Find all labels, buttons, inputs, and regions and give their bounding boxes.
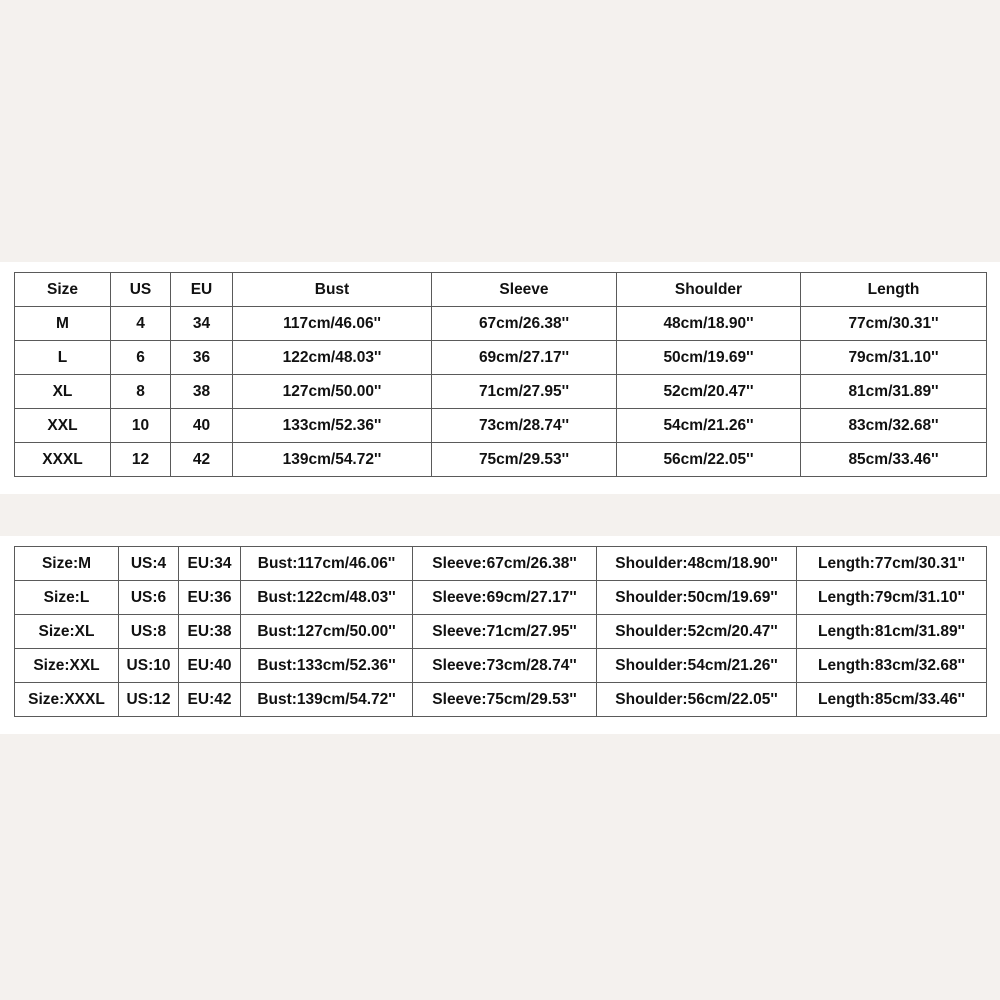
cell-bust: 127cm/50.00'' — [233, 375, 432, 409]
cell-us: US:10 — [119, 649, 179, 683]
table-row — [15, 307, 987, 341]
cell-shoulder: 54cm/21.26'' — [617, 409, 801, 443]
cell-length: 81cm/31.89'' — [801, 375, 987, 409]
table-row — [15, 341, 987, 375]
cell-shoulder: Shoulder:52cm/20.47'' — [597, 615, 797, 649]
header-size: Size — [15, 273, 111, 307]
cell-sleeve: Sleeve:73cm/28.74'' — [413, 649, 597, 683]
cell-bust: Bust:139cm/54.72'' — [241, 683, 413, 717]
table-row — [15, 683, 987, 717]
cell-us: 4 — [111, 307, 171, 341]
table-row — [15, 649, 987, 683]
cell-sleeve: 75cm/29.53'' — [432, 443, 617, 477]
cell-eu: 40 — [171, 409, 233, 443]
cell-length: 83cm/32.68'' — [801, 409, 987, 443]
cell-us: 12 — [111, 443, 171, 477]
cell-size: XL — [15, 375, 111, 409]
cell-eu: EU:36 — [179, 581, 241, 615]
cell-length: Length:77cm/30.31'' — [797, 547, 987, 581]
cell-shoulder: Shoulder:48cm/18.90'' — [597, 547, 797, 581]
cell-eu: EU:42 — [179, 683, 241, 717]
cell-eu: EU:34 — [179, 547, 241, 581]
cell-sleeve: 73cm/28.74'' — [432, 409, 617, 443]
header-eu: EU — [171, 273, 233, 307]
cell-bust: 117cm/46.06'' — [233, 307, 432, 341]
cell-bust: 139cm/54.72'' — [233, 443, 432, 477]
cell-length: Length:83cm/32.68'' — [797, 649, 987, 683]
cell-length: 79cm/31.10'' — [801, 341, 987, 375]
cell-sleeve: Sleeve:71cm/27.95'' — [413, 615, 597, 649]
cell-shoulder: 56cm/22.05'' — [617, 443, 801, 477]
table-row — [15, 375, 987, 409]
cell-shoulder: Shoulder:50cm/19.69'' — [597, 581, 797, 615]
table-row — [15, 409, 987, 443]
cell-us: 8 — [111, 375, 171, 409]
cell-bust: Bust:117cm/46.06'' — [241, 547, 413, 581]
cell-eu: EU:40 — [179, 649, 241, 683]
cell-us: US:4 — [119, 547, 179, 581]
cell-shoulder: 48cm/18.90'' — [617, 307, 801, 341]
cell-sleeve: Sleeve:69cm/27.17'' — [413, 581, 597, 615]
cell-size: Size:XXXL — [15, 683, 119, 717]
cell-shoulder: Shoulder:56cm/22.05'' — [597, 683, 797, 717]
table-row — [15, 443, 987, 477]
header-sleeve: Sleeve — [432, 273, 617, 307]
cell-size: M — [15, 307, 111, 341]
cell-bust: Bust:127cm/50.00'' — [241, 615, 413, 649]
cell-us: 6 — [111, 341, 171, 375]
cell-bust: 122cm/48.03'' — [233, 341, 432, 375]
cell-sleeve: Sleeve:75cm/29.53'' — [413, 683, 597, 717]
cell-length: Length:81cm/31.89'' — [797, 615, 987, 649]
cell-shoulder: Shoulder:54cm/21.26'' — [597, 649, 797, 683]
cell-size: L — [15, 341, 111, 375]
cell-bust: Bust:122cm/48.03'' — [241, 581, 413, 615]
cell-size: XXXL — [15, 443, 111, 477]
table-header-row — [15, 273, 987, 307]
cell-length: 85cm/33.46'' — [801, 443, 987, 477]
cell-eu: 34 — [171, 307, 233, 341]
cell-eu: 36 — [171, 341, 233, 375]
cell-bust: 133cm/52.36'' — [233, 409, 432, 443]
cell-shoulder: 52cm/20.47'' — [617, 375, 801, 409]
header-bust: Bust — [233, 273, 432, 307]
header-us: US — [111, 273, 171, 307]
cell-size: XXL — [15, 409, 111, 443]
cell-size: Size:XL — [15, 615, 119, 649]
cell-us: US:12 — [119, 683, 179, 717]
cell-bust: Bust:133cm/52.36'' — [241, 649, 413, 683]
header-length: Length — [801, 273, 987, 307]
cell-eu: 38 — [171, 375, 233, 409]
cell-size: Size:XXL — [15, 649, 119, 683]
cell-length: 77cm/30.31'' — [801, 307, 987, 341]
table-row — [15, 615, 987, 649]
header-shoulder: Shoulder — [617, 273, 801, 307]
cell-shoulder: 50cm/19.69'' — [617, 341, 801, 375]
cell-sleeve: Sleeve:67cm/26.38'' — [413, 547, 597, 581]
table-row — [15, 581, 987, 615]
cell-eu: 42 — [171, 443, 233, 477]
cell-size: Size:M — [15, 547, 119, 581]
cell-eu: EU:38 — [179, 615, 241, 649]
size-chart-table — [14, 272, 987, 477]
cell-sleeve: 71cm/27.95'' — [432, 375, 617, 409]
cell-us: US:6 — [119, 581, 179, 615]
cell-length: Length:85cm/33.46'' — [797, 683, 987, 717]
cell-length: Length:79cm/31.10'' — [797, 581, 987, 615]
size-chart-labeled-table — [14, 546, 987, 717]
cell-sleeve: 69cm/27.17'' — [432, 341, 617, 375]
cell-sleeve: 67cm/26.38'' — [432, 307, 617, 341]
table-row — [15, 547, 987, 581]
cell-size: Size:L — [15, 581, 119, 615]
cell-us: 10 — [111, 409, 171, 443]
cell-us: US:8 — [119, 615, 179, 649]
